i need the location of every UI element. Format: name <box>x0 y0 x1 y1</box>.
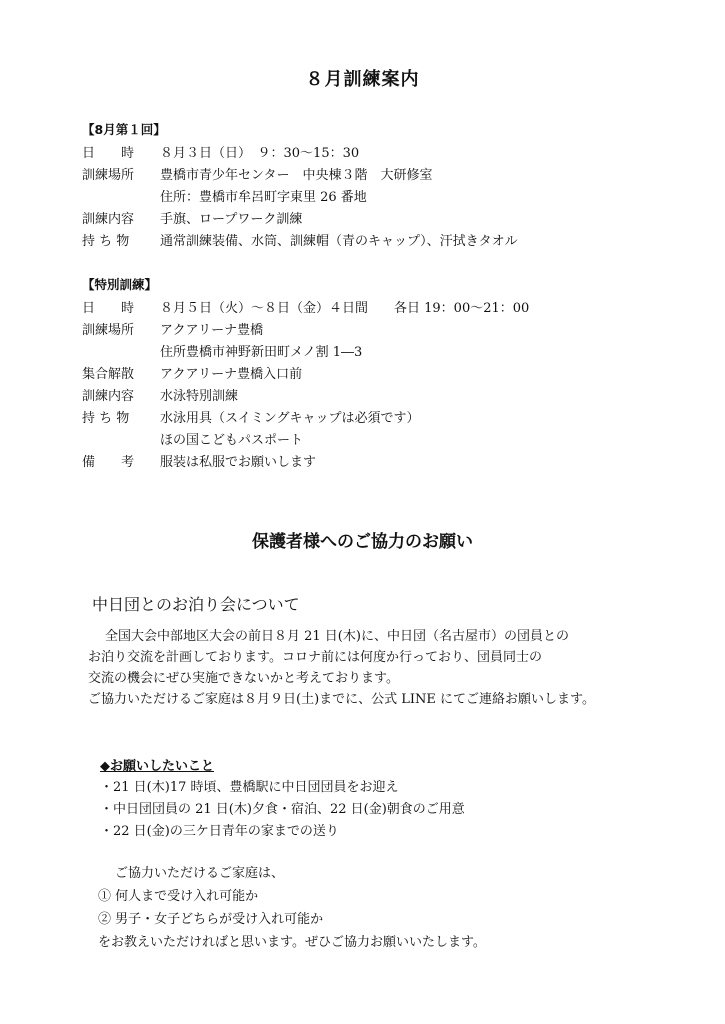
session1-row-label: 訓練場所 <box>82 168 135 183</box>
closing-line: ② 男子・女子どちらが受け入れ可能か <box>98 912 324 927</box>
session1-label: 【8月第１回】 <box>82 122 166 137</box>
request-item: ・22 日(金)の三ケ日青年の家までの送り <box>100 824 339 839</box>
sleepover-line: お泊り交流を計画しております。コロナ前には何度か行っており、団員同士の <box>88 650 542 665</box>
sleepover-line: 全国大会中部地区大会の前日８月 21 日(木)に、中日団（名古屋市）の団員との <box>92 629 569 644</box>
session1-row-label: 訓練内容 <box>82 212 135 227</box>
special-row-value: アクアリーナ豊橋 <box>160 323 264 338</box>
request-item: ・中日団団員の 21 日(木)夕食・宿泊、22 日(金)朝食のご用意 <box>100 802 465 817</box>
sleepover-line: 交流の機会にぜひ実施できないかと考えております。 <box>88 671 399 686</box>
special-row-label: 持 ち 物 <box>82 411 130 426</box>
special-row-label: 備 考 <box>82 455 135 470</box>
special-row-label: 日 時 <box>82 301 135 316</box>
closing-line: ① 何人まで受け入れ可能か <box>98 889 259 904</box>
special-row-value: アクアリーナ豊橋入口前 <box>160 367 303 382</box>
sleepover-heading: 中日団とのお泊り会について <box>92 595 300 614</box>
session1-row-label: 日 時 <box>82 146 135 161</box>
special-row-value: ８月５日（火）〜８日（金）４日間 各日 19：00〜21：00 <box>160 301 530 316</box>
requests-heading: ◆お願いしたいこと <box>100 759 214 774</box>
session1-row-value: 住所：豊橋市牟呂町字東里 26 番地 <box>160 190 367 205</box>
special-row-label: 集合解散 <box>82 367 135 382</box>
special-row-value: 水泳用具（スイミングキャップは必須です） <box>160 411 420 426</box>
sleepover-line: ご協力いただけるご家庭は８月９日(土)までに、公式 LINE にてご連絡お願いします。 <box>88 692 596 707</box>
session1-row-value: 手旗、ロープワーク訓練 <box>160 212 303 227</box>
special-row-value: 水泳特別訓練 <box>160 389 239 404</box>
special-row-value: 服装は私服でお願いします <box>160 455 317 470</box>
session1-row-value: 通常訓練装備、水筒、訓練帽（青のキャップ）、汗拭きタオル <box>160 234 518 249</box>
special-row-label: 訓練場所 <box>82 323 135 338</box>
request-title: 保護者様へのご協力のお願い <box>252 532 473 552</box>
page-title: ８月訓練案内 <box>305 69 420 90</box>
session1-row-value: 豊橋市青少年センター 中央棟３階 大研修室 <box>160 168 433 183</box>
session1-row-value: ８月３日（日） ９：30〜15：30 <box>160 146 360 161</box>
closing-line: ご協力いただけるご家庭は、 <box>115 866 285 881</box>
special-label: 【特別訓練】 <box>82 277 158 292</box>
request-item: ・21 日(木)17 時頃、豊橋駅に中日団団員をお迎え <box>100 780 399 795</box>
closing-line: をお教えいただければと思います。ぜひご協力お願いいたします。 <box>98 935 486 950</box>
special-row-label: 訓練内容 <box>82 389 135 404</box>
session1-row-label: 持 ち 物 <box>82 234 130 249</box>
special-row-value: 住所豊橋市神野新田町メノ割 1―3 <box>160 345 363 360</box>
special-row-value: ほの国こどもパスポート <box>160 433 304 448</box>
